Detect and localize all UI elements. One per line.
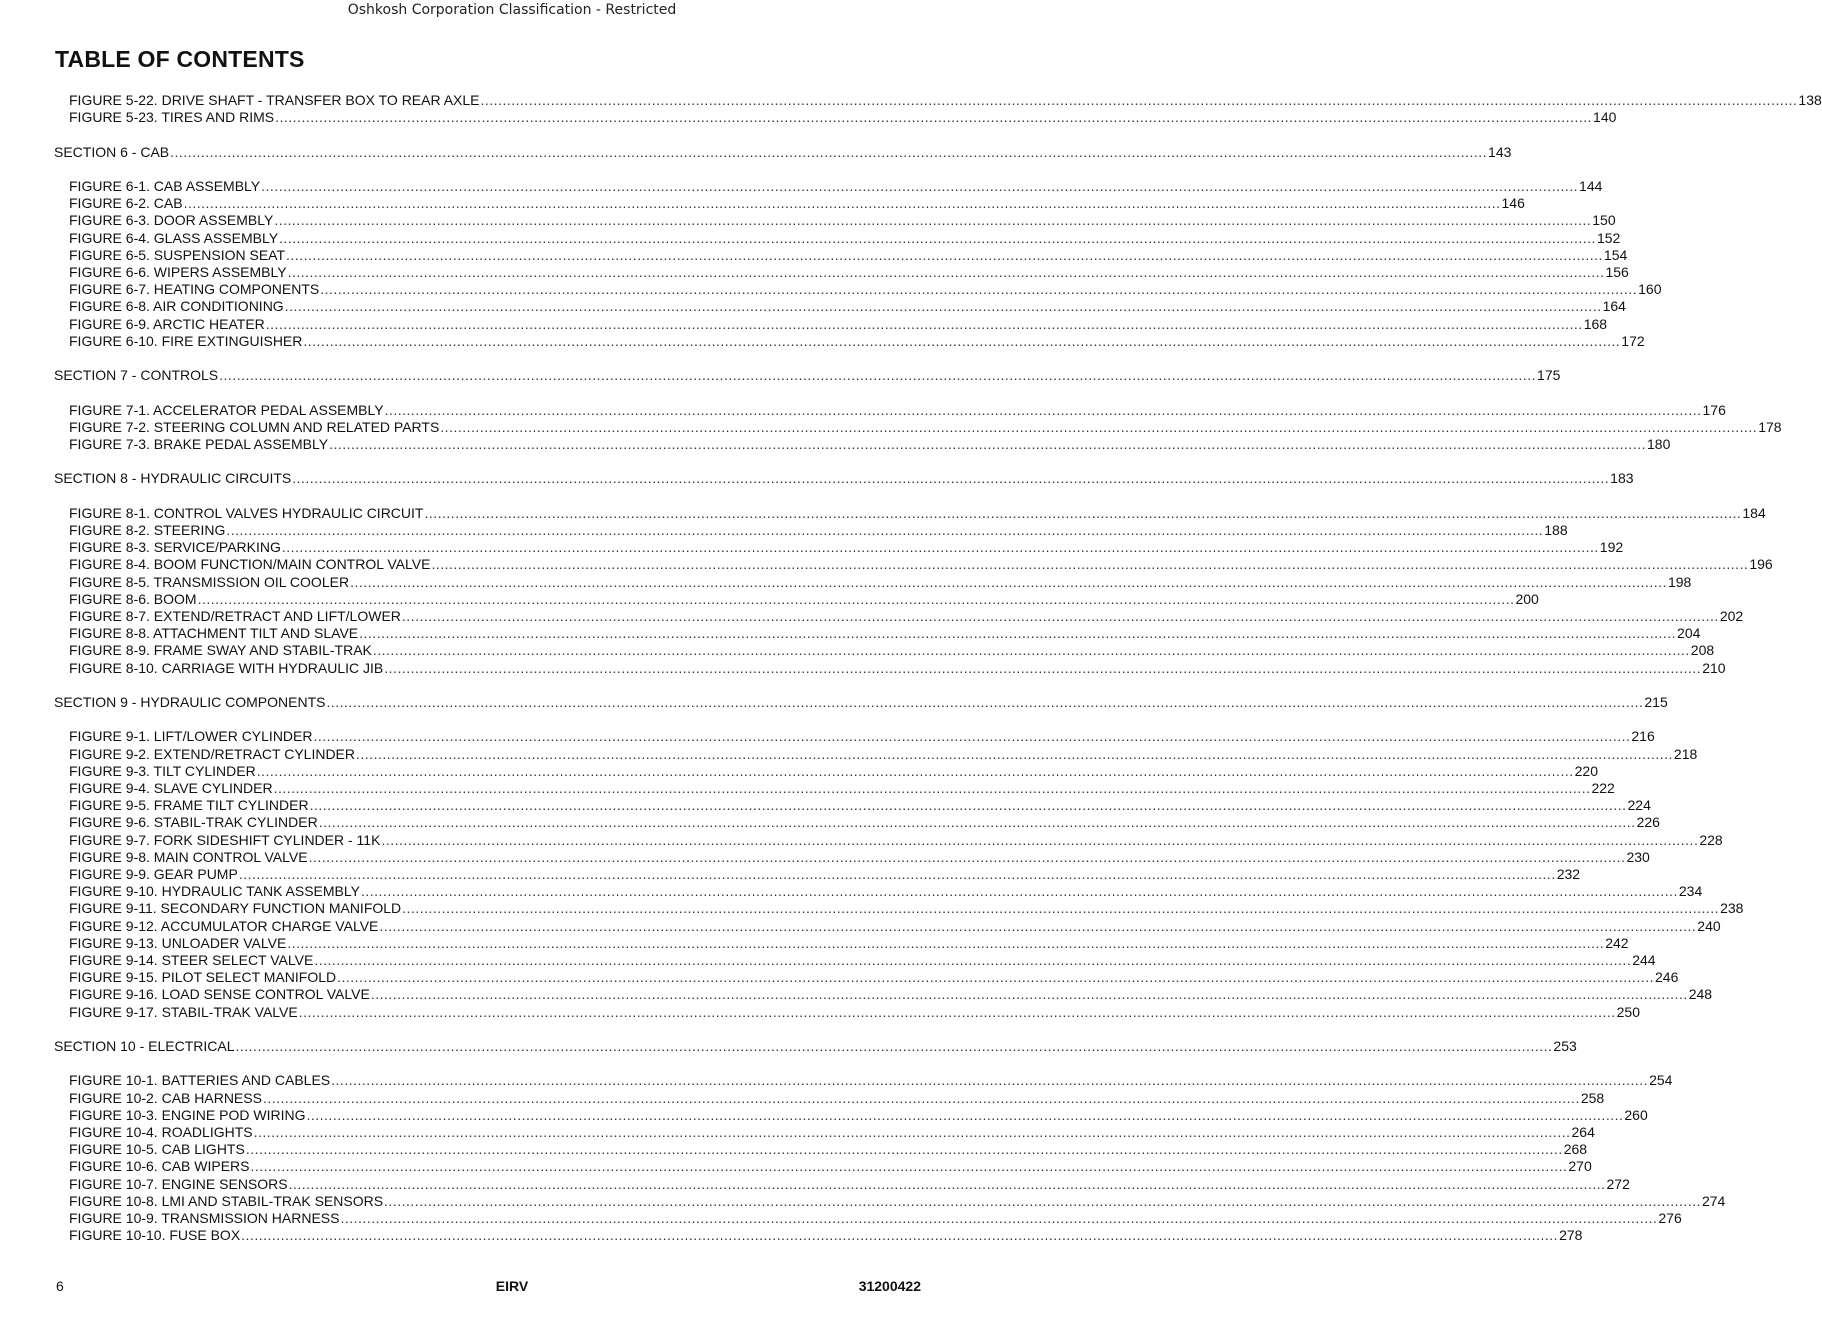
toc-entry-page: 172: [1621, 332, 1645, 349]
toc-entry-label: SECTION 7 - CONTROLS: [54, 367, 219, 384]
toc-dot-leader: ............................................................................................................................................................................................................................................................................................................: [274, 212, 1592, 229]
toc-entry-label: FIGURE 8-7. EXTEND/RETRACT AND LIFT/LOWER: [69, 608, 401, 624]
toc-entry-page: 208: [1690, 642, 1715, 659]
toc-entry-label: FIGURE 9-10. HYDRAULIC TANK ASSEMBLY: [69, 883, 360, 900]
footer-doc-number: 31200422: [858, 1278, 921, 1294]
toc-figure-entry[interactable]: [0, 848, 1650, 866]
toc-dot-leader: ............................................................................................................................................................................................................................................................................................................: [331, 1072, 1649, 1089]
toc-figure-entry[interactable]: [0, 917, 1721, 935]
toc-dot-leader: ............................................................................................................................................................................................................................................................................................................: [340, 1210, 1658, 1226]
toc-figure-entry[interactable]: [0, 831, 1723, 849]
toc-dot-leader: ............................................................................................................................................................................................................................................................................................................: [314, 952, 1632, 968]
toc-entry-page: 215: [1644, 694, 1668, 710]
toc-entry-page: 244: [1632, 952, 1656, 968]
toc-dot-leader: ............................................................................................................................................................................................................................................................................................................: [286, 246, 1603, 263]
toc-entry-label: FIGURE 10-4. ROADLIGHTS: [69, 1124, 253, 1140]
toc-dot-leader: ............................................................................................................................................................................................................................................................................................................: [226, 522, 1544, 538]
toc-entry-page: 220: [1574, 762, 1598, 779]
toc-entry-page: 232: [1556, 866, 1581, 882]
toc-entry-label: FIGURE 6-8. AIR CONDITIONING: [69, 298, 284, 315]
toc-figure-entry[interactable]: [0, 418, 1782, 436]
toc-figure-entry[interactable]: [0, 642, 1715, 659]
toc-entry-page: 238: [1720, 900, 1744, 917]
toc-entry-label: FIGURE 8-10. CARRIAGE WITH HYDRAULIC JIB: [69, 659, 384, 676]
toc-entry-page: 140: [1593, 109, 1617, 126]
toc-entry-label: FIGURE 10-8. LMI AND STABIL-TRAK SENSORS: [69, 1192, 384, 1209]
toc-entry-page: 258: [1580, 1089, 1605, 1106]
toc-entry-page: 175: [1537, 367, 1561, 384]
toc-figure-entry[interactable]: [0, 229, 1621, 247]
toc-dot-leader: ............................................................................................................................................................................................................................................................................................................: [356, 745, 1673, 762]
toc-entry-label: FIGURE 8-6. BOOM: [69, 590, 197, 607]
toc-figure-entry[interactable]: [0, 934, 1629, 952]
toc-figure-entry[interactable]: [0, 573, 1692, 591]
toc-figure-entry[interactable]: [0, 522, 1568, 539]
toc-entry-label: FIGURE 9-5. FRAME TILT CYLINDER: [69, 797, 309, 814]
toc-entry-page: 138: [1798, 92, 1822, 108]
toc-figure-entry[interactable]: [0, 556, 1773, 573]
toc-figure-entry[interactable]: [0, 1175, 1630, 1193]
toc-entry-label: FIGURE 10-3. ENGINE POD WIRING: [69, 1106, 306, 1123]
toc-dot-leader: ............................................................................................................................................................................................................................................................................................................: [284, 298, 1602, 315]
toc-figure-entry[interactable]: [0, 1124, 1595, 1141]
toc-figure-entry[interactable]: [0, 436, 1671, 453]
toc-entry-page: 226: [1636, 814, 1660, 831]
toc-dot-leader: ............................................................................................................................................................................................................................................................................................................: [183, 195, 1501, 212]
toc-entry-page: 164: [1602, 298, 1626, 315]
toc-figure-entry[interactable]: [0, 281, 1662, 298]
toc-figure-entry[interactable]: [0, 401, 1726, 419]
toc-dot-leader: ............................................................................................................................................................................................................................................................................................................: [424, 504, 1742, 521]
toc-figure-entry[interactable]: [0, 1072, 1673, 1089]
toc-entry-label: FIGURE 6-3. DOOR ASSEMBLY: [69, 212, 274, 229]
toc-entry-label: FIGURE 9-7. FORK SIDESHIFT CYLINDER - 11K: [69, 831, 381, 848]
toc-figure-entry[interactable]: [0, 608, 1744, 625]
toc-dot-leader: ............................................................................................................................................................................................................................................................................................................: [292, 470, 1610, 487]
toc-entry-page: 230: [1626, 848, 1650, 865]
toc-figure-entry[interactable]: [0, 814, 1660, 831]
toc-dot-leader: ............................................................................................................................................................................................................................................................................................................: [313, 728, 1631, 745]
toc-entry-label: FIGURE 10-2. CAB HARNESS: [69, 1089, 262, 1106]
toc-entry-page: 224: [1627, 797, 1651, 814]
toc-section-entry[interactable]: [0, 694, 1668, 711]
toc-dot-leader: ............................................................................................................................................................................................................................................................................................................: [329, 436, 1646, 452]
toc-figure-entry[interactable]: [0, 866, 1581, 883]
toc-dot-leader: ............................................................................................................................................................................................................................................................................................................: [360, 883, 1678, 900]
toc-dot-leader: ............................................................................................................................................................................................................................................................................................................: [298, 1003, 1616, 1020]
toc-entry-label: FIGURE 7-2. STEERING COLUMN AND RELATED PARTS: [69, 418, 440, 435]
toc-entry-page: 216: [1631, 728, 1655, 745]
toc-entry-label: FIGURE 5-23. TIRES AND RIMS: [69, 109, 275, 126]
toc-dot-leader: ............................................................................................................................................................................................................................................................................................................: [384, 401, 1702, 418]
page-title: TABLE OF CONTENTS: [55, 46, 305, 72]
toc-entry-label: FIGURE 9-2. EXTEND/RETRACT CYLINDER: [69, 745, 356, 762]
toc-entry-label: FIGURE 10-5. CAB LIGHTS: [69, 1141, 245, 1158]
toc-dot-leader: ............................................................................................................................................................................................................................................................................................................: [275, 109, 1593, 126]
toc-dot-leader: ............................................................................................................................................................................................................................................................................................................: [350, 573, 1667, 590]
toc-dot-leader: ............................................................................................................................................................................................................................................................................................................: [431, 556, 1749, 573]
toc-entry-page: 268: [1563, 1141, 1588, 1158]
toc-entry-page: 160: [1638, 281, 1662, 298]
toc-entry-label: FIGURE 6-5. SUSPENSION SEAT: [69, 246, 286, 263]
footer-page-number: 6: [56, 1278, 64, 1294]
toc-entry-page: 176: [1702, 401, 1726, 418]
classification-header: Oshkosh Corporation Classification - Restricted: [347, 2, 677, 18]
toc-entry-page: 152: [1596, 229, 1621, 246]
toc-entry-page: 200: [1515, 590, 1539, 607]
toc-entry-label: FIGURE 8-9. FRAME SWAY AND STABIL-TRAK: [69, 642, 372, 659]
toc-entry-page: 222: [1591, 780, 1615, 796]
toc-entry-label: FIGURE 8-5. TRANSMISSION OIL COOLER: [69, 573, 350, 590]
toc-entry-page: 272: [1606, 1175, 1630, 1192]
toc-entry-page: 228: [1699, 831, 1723, 848]
toc-figure-entry[interactable]: [0, 900, 1744, 917]
toc-dot-leader: ............................................................................................................................................................................................................................................................................................................: [241, 1227, 1559, 1244]
toc-figure-entry[interactable]: [0, 797, 1651, 814]
toc-entry-label: FIGURE 5-22. DRIVE SHAFT - TRANSFER BOX TO REAR AXLE: [69, 92, 480, 108]
toc-dot-leader: ............................................................................................................................................................................................................................................................................................................: [238, 866, 1556, 882]
toc-dot-leader: ............................................................................................................................................................................................................................................................................................................: [281, 539, 1599, 556]
toc-section-entry[interactable]: [0, 367, 1561, 384]
toc-entry-page: 178: [1758, 418, 1782, 435]
toc-entry-page: 240: [1697, 917, 1721, 934]
toc-entry-label: FIGURE 6-2. CAB: [69, 195, 183, 212]
toc-figure-entry[interactable]: [0, 986, 1713, 1003]
toc-figure-entry[interactable]: [0, 1210, 1682, 1227]
toc-entry-page: 260: [1624, 1106, 1648, 1123]
toc-entry-label: FIGURE 9-14. STEER SELECT VALVE: [69, 952, 314, 968]
toc-figure-entry[interactable]: [0, 92, 1822, 109]
toc-dot-leader: ............................................................................................................................................................................................................................................................................................................: [250, 1158, 1568, 1175]
toc-entry-label: FIGURE 6-4. GLASS ASSEMBLY: [69, 229, 279, 246]
toc-dot-leader: ............................................................................................................................................................................................................................................................................................................: [235, 1038, 1553, 1054]
toc-entry-label: FIGURE 9-11. SECONDARY FUNCTION MANIFOLD: [69, 900, 402, 917]
toc-entry-page: 253: [1553, 1038, 1577, 1054]
toc-dot-leader: ............................................................................................................................................................................................................................................................................................................: [273, 780, 1591, 796]
toc-figure-entry[interactable]: [0, 1089, 1605, 1107]
toc-entry-page: 150: [1592, 212, 1616, 229]
toc-entry-label: FIGURE 10-7. ENGINE SENSORS: [69, 1175, 288, 1192]
toc-figure-entry[interactable]: [0, 1192, 1726, 1210]
toc-entry-label: FIGURE 6-1. CAB ASSEMBLY: [69, 178, 261, 194]
toc-dot-leader: ............................................................................................................................................................................................................................................................................................................: [265, 315, 1583, 332]
toc-entry-label: FIGURE 6-10. FIRE EXTINGUISHER: [69, 332, 303, 349]
toc-entry-page: 180: [1647, 436, 1671, 452]
toc-entry-label: FIGURE 9-1. LIFT/LOWER CYLINDER: [69, 728, 313, 745]
toc-figure-entry[interactable]: [0, 178, 1603, 195]
toc-entry-page: 270: [1568, 1158, 1592, 1175]
toc-figure-entry[interactable]: [0, 1106, 1648, 1124]
toc-dot-leader: ............................................................................................................................................................................................................................................................................................................: [326, 694, 1644, 710]
toc-dot-leader: ............................................................................................................................................................................................................................................................................................................: [370, 986, 1688, 1003]
toc-figure-entry[interactable]: [0, 659, 1726, 677]
toc-dot-leader: ............................................................................................................................................................................................................................................................................................................: [384, 1192, 1701, 1209]
toc-entry-label: SECTION 9 - HYDRAULIC COMPONENTS: [54, 694, 326, 710]
toc-dot-leader: ............................................................................................................................................................................................................................................................................................................: [359, 625, 1677, 642]
toc-entry-page: 242: [1605, 934, 1629, 951]
toc-figure-entry[interactable]: [0, 539, 1624, 556]
toc-entry-page: 250: [1616, 1003, 1640, 1020]
toc-dot-leader: ............................................................................................................................................................................................................................................................................................................: [401, 608, 1719, 624]
toc-figure-entry[interactable]: [0, 1227, 1583, 1244]
page-footer: [0, 1278, 1024, 1298]
toc-dot-leader: ............................................................................................................................................................................................................................................................................................................: [303, 332, 1621, 349]
toc-entry-label: FIGURE 8-2. STEERING: [69, 522, 226, 538]
toc-figure-entry[interactable]: [0, 728, 1655, 745]
toc-entry-page: 146: [1501, 195, 1525, 212]
toc-figure-entry[interactable]: [0, 1158, 1592, 1175]
toc-figure-entry[interactable]: [0, 883, 1703, 900]
toc-entry-label: FIGURE 10-6. CAB WIPERS: [69, 1158, 250, 1175]
toc-entry-label: FIGURE 10-10. FUSE BOX: [69, 1227, 241, 1244]
toc-entry-label: FIGURE 9-9. GEAR PUMP: [69, 866, 238, 882]
toc-entry-page: 274: [1701, 1192, 1726, 1209]
toc-dot-leader: ............................................................................................................................................................................................................................................................................................................: [440, 418, 1758, 435]
toc-entry-label: FIGURE 9-15. PILOT SELECT MANIFOLD: [69, 969, 337, 986]
toc-figure-entry[interactable]: [0, 298, 1626, 315]
toc-entry-label: FIGURE 9-3. TILT CYLINDER: [69, 762, 256, 779]
toc-figure-entry[interactable]: [0, 504, 1766, 522]
toc-entry-page: 196: [1749, 556, 1773, 573]
toc-dot-leader: ............................................................................................................................................................................................................................................................................................................: [402, 900, 1720, 917]
toc-entry-label: FIGURE 9-12. ACCUMULATOR CHARGE VALVE: [69, 917, 379, 934]
toc-entry-page: 184: [1742, 504, 1766, 521]
toc-entry-page: 264: [1571, 1124, 1595, 1140]
toc-dot-leader: ............................................................................................................................................................................................................................................................................................................: [245, 1141, 1563, 1158]
toc-entry-label: SECTION 8 - HYDRAULIC CIRCUITS: [54, 470, 292, 487]
toc-entry-label: FIGURE 9-13. UNLOADER VALVE: [69, 934, 287, 951]
toc-entry-label: FIGURE 8-3. SERVICE/PARKING: [69, 539, 281, 556]
toc-entry-label: FIGURE 10-1. BATTERIES AND CABLES: [69, 1072, 331, 1089]
toc-dot-leader: ............................................................................................................................................................................................................................................................................................................: [253, 1124, 1571, 1140]
toc-figure-entry[interactable]: [0, 315, 1608, 333]
toc-entry-label: FIGURE 6-6. WIPERS ASSEMBLY: [69, 264, 287, 280]
toc-figure-entry[interactable]: [0, 762, 1598, 780]
toc-dot-leader: ............................................................................................................................................................................................................................................................................................................: [318, 814, 1636, 831]
toc-entry-page: 278: [1559, 1227, 1583, 1244]
toc-dot-leader: ............................................................................................................................................................................................................................................................................................................: [308, 848, 1626, 865]
toc-figure-entry[interactable]: [0, 952, 1656, 969]
toc-figure-entry[interactable]: [0, 780, 1615, 797]
toc-entry-label: FIGURE 9-4. SLAVE CYLINDER: [69, 780, 273, 796]
toc-entry-page: 154: [1603, 246, 1628, 263]
toc-dot-leader: ............................................................................................................................................................................................................................................................................................................: [170, 143, 1488, 160]
toc-entry-page: 156: [1605, 264, 1629, 280]
toc-dot-leader: ............................................................................................................................................................................................................................................................................................................: [262, 1089, 1580, 1106]
toc-section-entry[interactable]: [0, 1038, 1577, 1055]
toc-dot-leader: ............................................................................................................................................................................................................................................................................................................: [219, 367, 1537, 384]
toc-entry-label: FIGURE 9-6. STABIL-TRAK CYLINDER: [69, 814, 318, 831]
toc-figure-entry[interactable]: [0, 745, 1698, 763]
toc-entry-label: SECTION 6 - CAB: [54, 143, 170, 160]
toc-dot-leader: ............................................................................................................................................................................................................................................................................................................: [381, 831, 1699, 848]
toc-entry-page: 144: [1579, 178, 1603, 194]
toc-entry-page: 143: [1488, 143, 1512, 160]
toc-dot-leader: ............................................................................................................................................................................................................................................................................................................: [379, 917, 1697, 934]
toc-dot-leader: ............................................................................................................................................................................................................................................................................................................: [287, 264, 1605, 280]
toc-entry-label: FIGURE 7-3. BRAKE PEDAL ASSEMBLY: [69, 436, 329, 452]
toc-dot-leader: ............................................................................................................................................................................................................................................................................................................: [306, 1106, 1624, 1123]
toc-entry-label: FIGURE 6-7. HEATING COMPONENTS: [69, 281, 320, 298]
toc-figure-entry[interactable]: [0, 969, 1679, 986]
toc-dot-leader: ............................................................................................................................................................................................................................................................................................................: [197, 590, 1515, 607]
toc-entry-page: 183: [1610, 470, 1634, 487]
toc-dot-leader: ............................................................................................................................................................................................................................................................................................................: [372, 642, 1690, 659]
toc-section-entry[interactable]: [0, 143, 1512, 161]
toc-entry-page: 192: [1599, 539, 1624, 556]
toc-dot-leader: ............................................................................................................................................................................................................................................................................................................: [309, 797, 1627, 814]
toc-entry-label: FIGURE 9-8. MAIN CONTROL VALVE: [69, 848, 308, 865]
toc-entry-label: FIGURE 8-1. CONTROL VALVES HYDRAULIC CIRCUIT: [69, 504, 424, 521]
toc-dot-leader: ............................................................................................................................................................................................................................................................................................................: [384, 659, 1702, 676]
toc-entry-page: 234: [1678, 883, 1703, 900]
toc-entry-page: 248: [1688, 986, 1713, 1003]
toc-figure-entry[interactable]: [0, 1141, 1588, 1158]
toc-entry-page: 254: [1649, 1072, 1673, 1089]
toc-entry-page: 188: [1544, 522, 1568, 538]
toc-dot-leader: ............................................................................................................................................................................................................................................................................................................: [320, 281, 1638, 298]
toc-entry-page: 198: [1667, 573, 1692, 590]
toc-dot-leader: ............................................................................................................................................................................................................................................................................................................: [288, 1175, 1606, 1192]
toc-figure-entry[interactable]: [0, 264, 1629, 281]
toc-figure-entry[interactable]: [0, 590, 1539, 608]
toc-figure-entry[interactable]: [0, 625, 1701, 642]
toc-figure-entry[interactable]: [0, 212, 1616, 229]
footer-title: EIRV: [495, 1278, 529, 1294]
toc-dot-leader: ............................................................................................................................................................................................................................................................................................................: [279, 229, 1596, 246]
toc-dot-leader: ............................................................................................................................................................................................................................................................................................................: [480, 92, 1798, 108]
toc-dot-leader: ............................................................................................................................................................................................................................................................................................................: [261, 178, 1579, 194]
toc-figure-entry[interactable]: [0, 195, 1525, 212]
toc-entry-label: FIGURE 10-9. TRANSMISSION HARNESS: [69, 1210, 340, 1226]
toc-entry-label: SECTION 10 - ELECTRICAL: [54, 1038, 235, 1054]
toc-entry-label: FIGURE 8-8. ATTACHMENT TILT AND SLAVE: [69, 625, 359, 642]
toc-entry-label: FIGURE 7-1. ACCELERATOR PEDAL ASSEMBLY: [69, 401, 384, 418]
toc-dot-leader: ............................................................................................................................................................................................................................................................................................................: [256, 762, 1574, 779]
toc-entry-label: FIGURE 8-4. BOOM FUNCTION/MAIN CONTROL VALVE: [69, 556, 431, 573]
toc-entry-page: 204: [1677, 625, 1701, 642]
toc-section-entry[interactable]: [0, 470, 1634, 487]
toc-dot-leader: ............................................................................................................................................................................................................................................................................................................: [287, 934, 1605, 951]
toc-entry-page: 202: [1719, 608, 1744, 624]
toc-entry-page: 210: [1702, 659, 1726, 676]
toc-figure-entry[interactable]: [0, 246, 1628, 264]
toc-entry-label: FIGURE 9-17. STABIL-TRAK VALVE: [69, 1003, 298, 1020]
toc-entry-page: 276: [1658, 1210, 1682, 1226]
toc-figure-entry[interactable]: [0, 332, 1645, 350]
toc-entry-page: 246: [1655, 969, 1679, 986]
toc-figure-entry[interactable]: [0, 1003, 1640, 1021]
toc-entry-label: FIGURE 9-16. LOAD SENSE CONTROL VALVE: [69, 986, 370, 1003]
toc-figure-entry[interactable]: [0, 109, 1617, 126]
toc-entry-label: FIGURE 6-9. ARCTIC HEATER: [69, 315, 265, 332]
toc-entry-page: 168: [1583, 315, 1608, 332]
toc-entry-page: 218: [1673, 745, 1698, 762]
toc-dot-leader: ............................................................................................................................................................................................................................................................................................................: [337, 969, 1655, 986]
